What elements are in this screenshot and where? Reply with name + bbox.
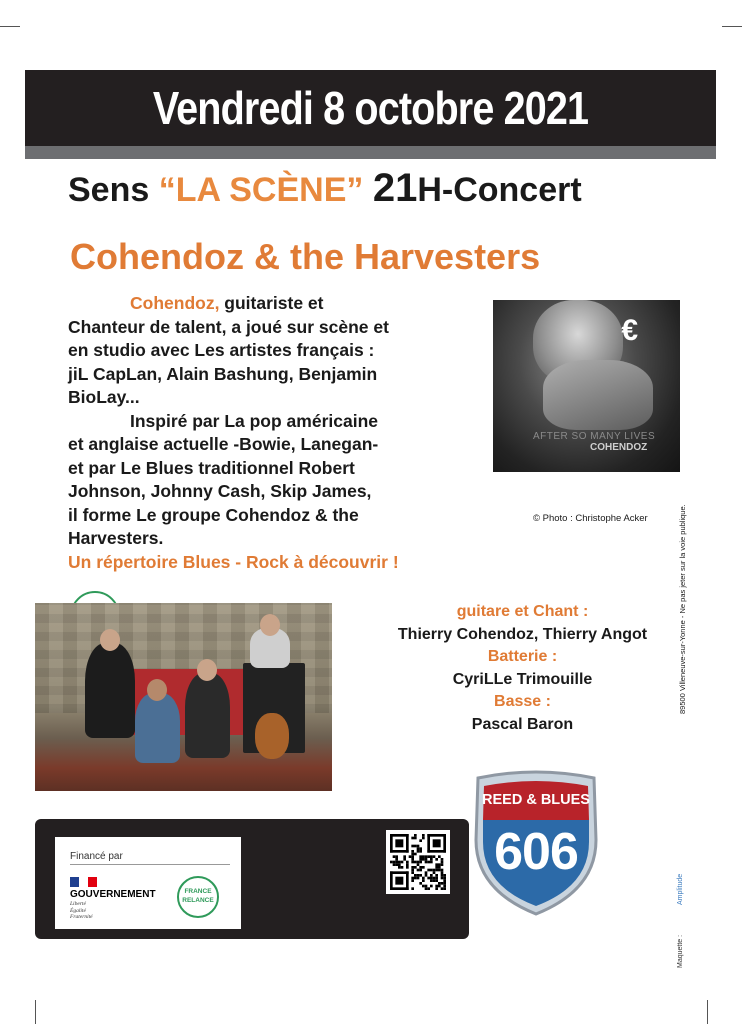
venue-city: Sens — [68, 171, 150, 209]
banner-strip — [25, 146, 716, 159]
band-photo — [35, 603, 332, 791]
album-cover — [493, 300, 680, 472]
photo-credit: © Photo : Christophe Acker — [533, 513, 648, 524]
french-flag-icon — [70, 874, 97, 884]
lineup-names: Thierry Cohendoz, Thierry Angot — [397, 625, 648, 643]
album-title: AFTER SO MANY LIVES — [533, 431, 656, 442]
bio-line: Inspiré par La pop américaine — [130, 410, 378, 431]
qr-code[interactable] — [386, 830, 450, 894]
bio-line: en studio avec Les artistes français : — [68, 340, 375, 360]
band-lineup — [355, 601, 690, 736]
photo-musician — [250, 628, 290, 668]
motto-line: Égalité — [70, 907, 86, 914]
government-label: GOUVERNEMENT — [70, 889, 156, 900]
lineup-role: Batterie : — [487, 648, 558, 665]
legal-notice: 89500 Villeneuve-sur-Yonne - Ne pas jeter sur la voie publique. — [678, 504, 687, 714]
band-name: Cohendoz & the Harvesters — [70, 236, 541, 277]
amplitude-credit: Amplitude — [677, 873, 684, 905]
venue-line — [68, 166, 582, 211]
bio-tagline: Un répertoire Blues - Rock à découvrir ! — [68, 551, 399, 572]
album-hand — [543, 360, 653, 430]
logo-top-text: REED & BLUES — [482, 792, 590, 808]
divider — [70, 864, 230, 865]
concert-label: H-Concert — [417, 171, 582, 209]
bio-line: et par Le Blues traditionnel Robert — [68, 457, 355, 478]
relance-line: FRANCE — [184, 888, 212, 895]
reed-and-blues-606-logo — [468, 770, 604, 916]
bio-line: Johnson, Johnny Cash, Skip James, — [68, 481, 372, 501]
crop-mark — [722, 26, 742, 27]
bio-name: Cohendoz, — [130, 293, 220, 313]
crop-mark — [0, 26, 20, 27]
bio-line: et anglaise actuelle -Bowie, Lanegan- — [68, 434, 379, 454]
sponsor-box — [55, 837, 241, 929]
bio-line: Chanteur de talent, a joué sur scène et — [68, 316, 389, 337]
bio-line: il forme Le groupe Cohendoz & the — [68, 504, 359, 525]
album-artist: COHENDOZ — [590, 442, 648, 453]
lineup-role: Basse : — [494, 693, 551, 710]
event-date: Vendredi 8 octobre 2021 — [152, 82, 589, 134]
photo-guitar — [255, 713, 289, 759]
bio-line: jiL CapLan, Alain Bashung, Benjamin — [68, 363, 378, 384]
lineup-names: CyriLLe Trimouille — [452, 670, 593, 688]
relance-line: RELANCE — [182, 897, 214, 904]
france-relance-logo — [177, 876, 219, 918]
photo-musician — [85, 643, 135, 738]
bio-line: BioLay... — [68, 387, 140, 407]
photo-musician — [135, 693, 180, 763]
concert-time: 21 — [372, 166, 418, 210]
lineup-names: Pascal Baron — [471, 715, 574, 733]
band-bio — [68, 292, 488, 574]
photo-musician — [185, 673, 230, 758]
venue-place: “LA SCÈNE” — [158, 171, 364, 209]
bio-text: guitariste et — [219, 293, 324, 313]
qr-code-icon — [390, 834, 446, 890]
bio-line: Harvesters. — [68, 528, 164, 548]
motto-line: Fraternité — [70, 914, 93, 920]
crop-mark — [35, 1000, 36, 1024]
logo-number: 606 — [494, 823, 578, 881]
lineup-role: guitare et Chant : — [456, 603, 589, 620]
financed-by-label: Financé par — [70, 851, 123, 862]
maquette-label: Maquette : — [677, 934, 684, 968]
government-motto — [70, 901, 93, 921]
crop-mark — [707, 1000, 708, 1024]
motto-line: Liberté — [70, 901, 86, 907]
euro-icon: € — [621, 314, 638, 347]
